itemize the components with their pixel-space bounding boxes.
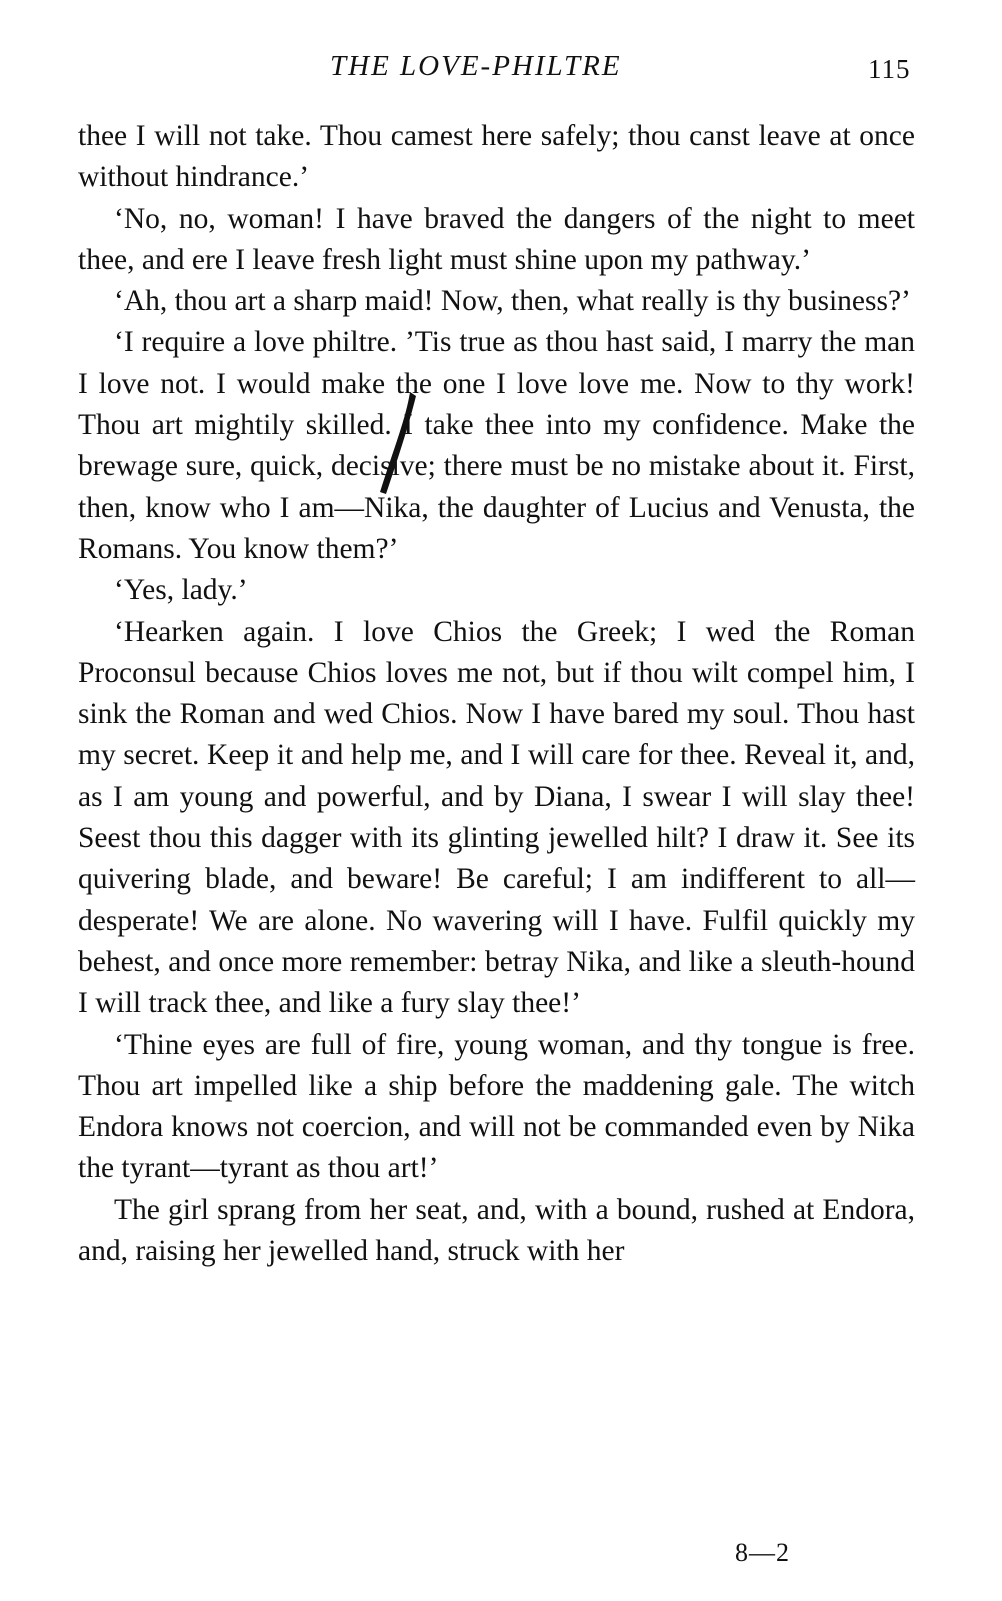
paragraph: ‘Ah, thou art a sharp maid! Now, then, what really is thy business?’ xyxy=(114,285,911,318)
running-title: THE LOVE-PHILTRE xyxy=(330,50,622,82)
paragraph: ‘Yes, lady.’ xyxy=(114,574,248,607)
signature-mark: 8—2 xyxy=(735,1538,790,1567)
ink-mark xyxy=(372,388,418,498)
paragraph: ‘Thine eyes are full of fire, young woman, and thy tongue is free. Thou art impelled like a ship before the maddening gale. The witch Endora knows not coercion, and will not be commanded even by Nika the tyrant—tyrant as thou art!’ xyxy=(78,1028,915,1185)
paragraph: ‘No, no, woman! I have braved the dangers of the night to meet thee, and ere I leave fresh light must shine upon my pathway.’ xyxy=(78,202,915,276)
paragraph: thee I will not take. Thou camest here safely; thou canst leave at once without hindrance.’ xyxy=(78,120,915,194)
paragraph: ‘Hearken again. I love Chios the Greek; I wed the Roman Proconsul because Chios loves me not, but if thou wilt compel him, I sink the Roman and wed Chios. Now I have bared my soul. Thou hast my secret. Keep it and help me, and I will care for thee. Reveal it, and, as I am young and powerful, and by Diana, I swear I will slay thee! Seest thou this dagger with its glinting jewelled hilt? I draw it. See its quivering blade, and beware! Be careful; I am indifferent to all—desperate! We are alone. No wavering will I have. Fulfil quickly my behest, and once more remember: betray Nika, and like a sleuth-hound I will track thee, and like a fury slay thee!’ xyxy=(78,615,915,1020)
body-text xyxy=(78,116,915,1272)
running-head xyxy=(0,50,1002,90)
page-number: 115 xyxy=(868,54,911,84)
paragraph: The girl sprang from her seat, and, with a bound, rushed at Endora, and, raising her jewelled hand, struck with her xyxy=(78,1193,915,1268)
paragraph: ‘I require a love philtre. ’Tis true as thou hast said, I marry the man I love not. I would make the one I love love me. Now to thy work! Thou art mightily skilled. I take thee into my confidence. Make the brewage sure, quick, decisive; there must be no mistake about it. First, then, know who I am—Nika, the daughter of Lucius and Venusta, the Romans. You know them?’ xyxy=(78,326,915,565)
